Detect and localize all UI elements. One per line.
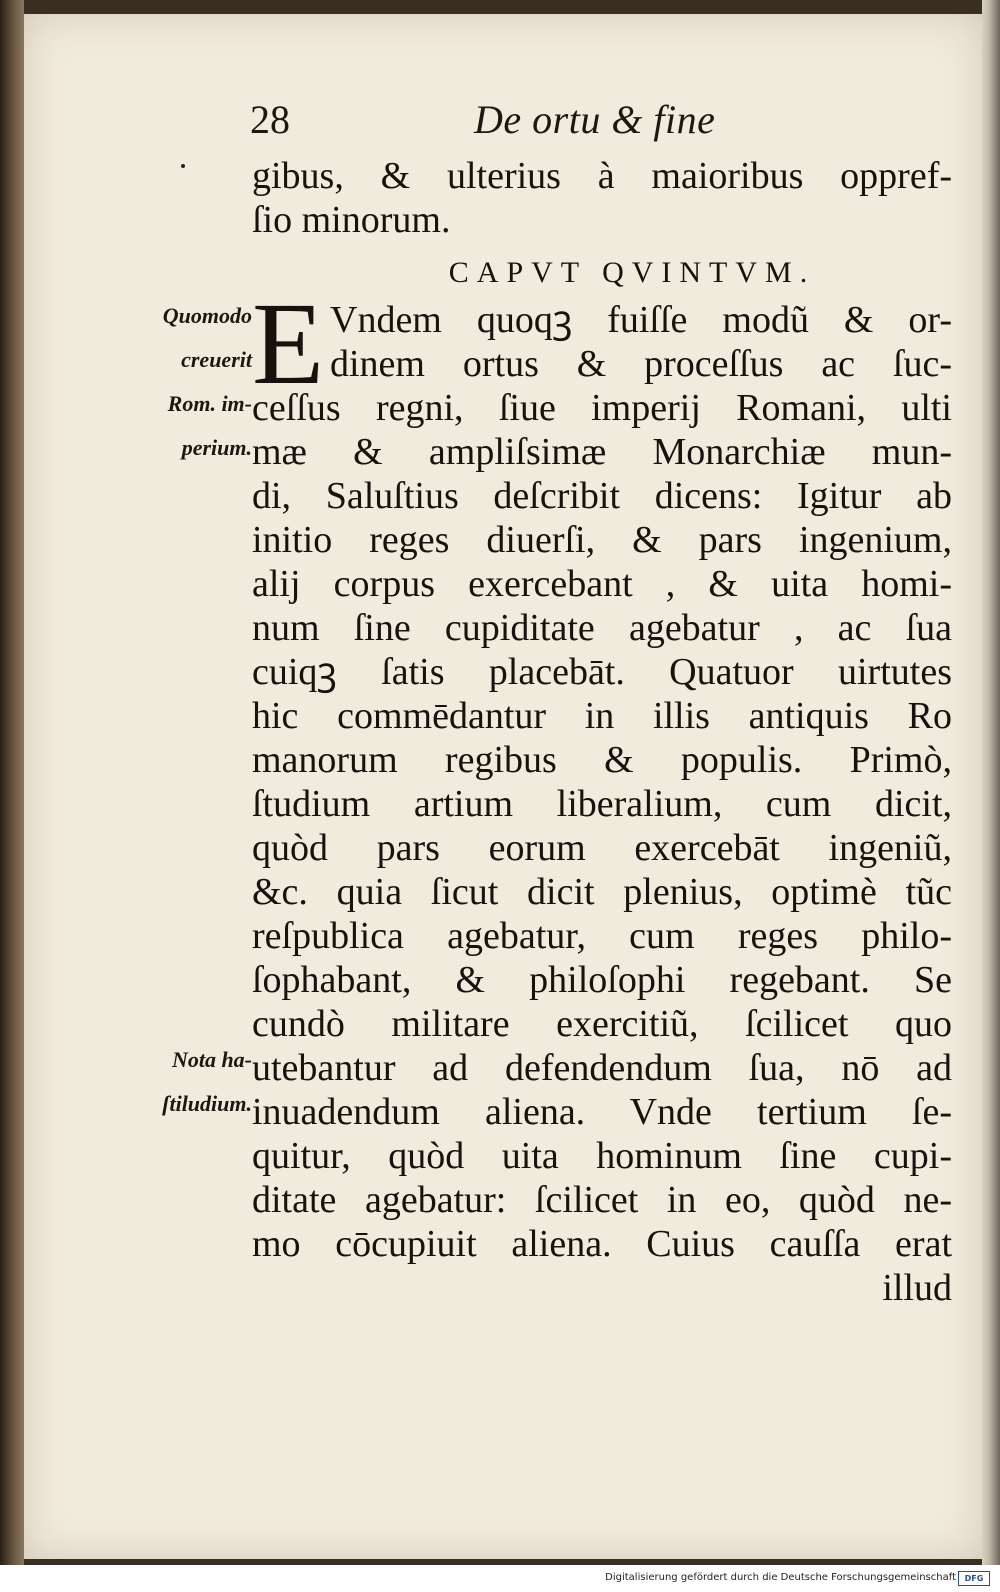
main-text bbox=[252, 154, 952, 1310]
footer-bar bbox=[0, 1565, 1000, 1592]
text-line: mo cōcupiuit aliena. Cuius cauſſa erat bbox=[252, 1223, 952, 1265]
text-line: ceſſus regni, ſiue imperij Romani, ulti bbox=[252, 387, 952, 429]
book-spine bbox=[0, 0, 24, 1565]
text-line: quòd pars eorum exercebāt ingeniũ, bbox=[252, 827, 952, 869]
text-line: reſpublica agebatur, cum reges philo- bbox=[252, 915, 952, 957]
page-number: 28 bbox=[250, 97, 290, 142]
text-line: &c. quia ſicut dicit plenius, optimè tũc bbox=[252, 871, 952, 913]
text-line: quitur, quòd uita hominum ſine cupi- bbox=[252, 1135, 952, 1177]
text-line: utebantur ad defendendum ſua, nō ad bbox=[252, 1047, 952, 1089]
text-line: di, Saluſtius deſcribit dicens: Igitur ab bbox=[252, 475, 952, 517]
ink-dot bbox=[181, 164, 185, 168]
drop-cap: E bbox=[252, 278, 325, 409]
text-line: hic commēdantur in illis antiquis Ro bbox=[252, 695, 952, 737]
text-line: ditate agebatur: ſcilicet in eo, quòd ne- bbox=[252, 1179, 952, 1221]
margin-note bbox=[102, 1038, 252, 1126]
text-line: mæ & ampliſsimæ Monarchiæ mun- bbox=[252, 431, 952, 473]
text-line: cuiqꝫ ſatis placebāt. Quatuor uirtutes bbox=[252, 651, 952, 693]
margin-note bbox=[102, 294, 252, 470]
text-line: manorum regibus & populis. Primò, bbox=[252, 739, 952, 781]
catchword: illud bbox=[882, 1267, 952, 1309]
text-line: ſtudium artium liberalium, cum dicit, bbox=[252, 783, 952, 825]
margin-note-line: Rom. im- bbox=[167, 391, 252, 416]
page-header bbox=[24, 96, 982, 156]
text-line: Vndem quoqꝫ fuiſſe modũ & or- bbox=[330, 299, 952, 341]
margin-note-line: Nota ha- bbox=[171, 1047, 252, 1072]
text-line: cundò militare exercitiũ, ſcilicet quo bbox=[252, 1003, 952, 1045]
margin-note-line: ſtiludium. bbox=[162, 1091, 252, 1116]
margin-note-line: creuerit bbox=[181, 347, 252, 372]
text-line: num ſine cupiditate agebatur , ac ſua bbox=[252, 607, 952, 649]
margin-note-line: perium. bbox=[181, 435, 252, 460]
chapter-heading: CAPVT QVINTVM. bbox=[448, 256, 816, 289]
text-line: gibus, & ulterius à maioribus oppref- bbox=[252, 155, 952, 197]
footer-credit: Digitalisierung gefördert durch die Deutsche Forschungsgemeinschaft bbox=[605, 1572, 956, 1583]
text-line: initio reges diuerſi, & pars ingenium, bbox=[252, 519, 952, 561]
dfg-logo: DFG bbox=[958, 1571, 990, 1586]
text-line: alij corpus exercebant , & uita homi- bbox=[252, 563, 952, 605]
text-line: dinem ortus & proceſſus ac ſuc- bbox=[330, 343, 952, 385]
page-edges bbox=[982, 0, 1000, 1565]
running-title: De ortu & fine bbox=[474, 97, 716, 142]
text-line: ſophabant, & philoſophi regebant. Se bbox=[252, 959, 952, 1001]
margin-note-line: Quomodo bbox=[162, 303, 252, 328]
text-line: ſio minorum. bbox=[252, 199, 451, 241]
text-line: inuadendum aliena. Vnde tertium ſe- bbox=[252, 1091, 952, 1133]
book-page bbox=[24, 14, 982, 1559]
